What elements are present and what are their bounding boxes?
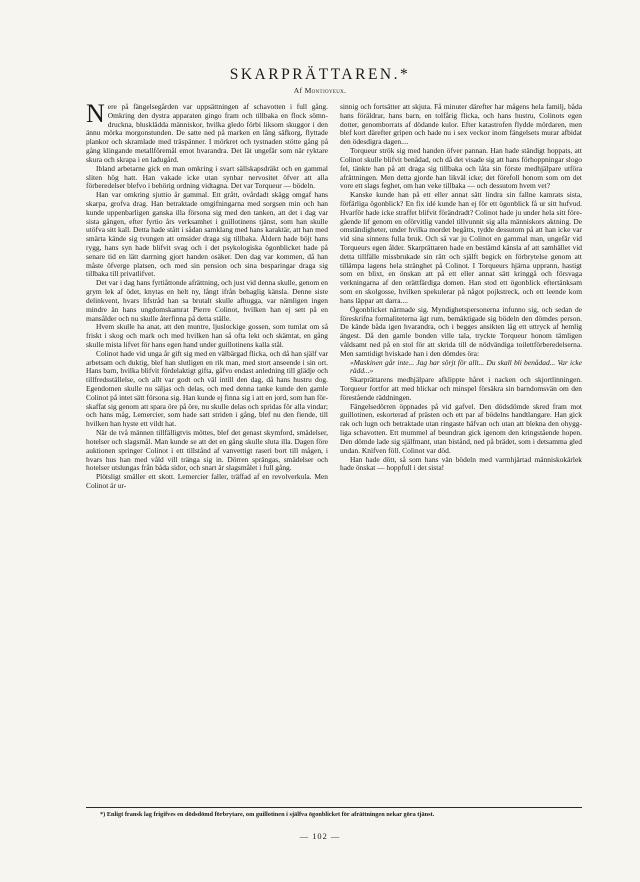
- paragraph-text: Fängelsedörren öppnades på vid gafvel. Den dödsdömde skred fram mot guillotinen, eskorterad af prästen och ett par af bödelns handtlangare. Han gick rak och lugn och betraktade utan ringaste häfvan och utan att blekna den ohyggliga schavotten. Ett mummel af beundran gick igenom den kringstående hopen. Den dömde lade sig själfmant, utan bistånd, ned på brädet, som i detsamma gled undan. Knifven föll. Colinot var död.: [340, 401, 582, 455]
- byline-prefix: Af: [293, 86, 303, 95]
- paragraph: [340, 403, 582, 456]
- paragraph-text: När de två männen tillfälligtvis möttes, blef det genast skymford, smädelser, hotelser och slagsmål. Man kunde se att det en gång skulle sluta illa. Dagen före auktionen springer Colinot i ett tillstånd af vanvettigt raseri bort till mågen, i hvars hus han med våld vill tränga sig in. Dörren sprängas, smädelser och hotelser utslungas från båda sidor, och snart är slagsmålet i full gång.: [86, 428, 328, 473]
- paragraph-text: »Maskinen går inte... Jag har sörjt för allt... Du skall bli benådad... Var icke rädd...»: [350, 357, 582, 376]
- paragraph-text: Hvem skulle ha anat, att den muntre, ljuslockige gossen, som tumlat om så friskt i skog och mark och med hvilken han så ofta lekt och skämtat, en gång skulle mista lifvet för hans egen hand under guillotinens kalla stål.: [86, 322, 328, 349]
- page-number: — 102 —: [299, 832, 341, 841]
- footnote: *) Enligt fransk lag frigifves en dödsdömd förbrytare, om guillotinen i själfva ögonblicket för afrättningen nekar göra tjänst.: [100, 811, 435, 818]
- paragraph: [340, 456, 582, 474]
- paragraph: [340, 147, 582, 191]
- paragraph-text: Ibland arbetarne gick en man omkring i svart sällskapsdräkt och en gammal sliten hög hatt. Han vakade icke utan synbar nervositet öfver att alla förberedelser blefvo i behörig ordning vidtagna. Det var Torqueur — bödeln.: [86, 163, 328, 191]
- paragraph-text: Han hade dött, så som hans vän bödeln med varmhjärtad människokärlek hade önskat — hoppfull i det sista!: [340, 454, 582, 473]
- paragraph: [340, 359, 582, 377]
- paragraph-text: Plötsligt smäller ett skott. Lemercier faller, träffad af en revolverkula. Men Colinot är ur-: [86, 472, 328, 490]
- paragraph-text: sinnig och fortsätter att skjuta. Få minuter därefter har mågens hela familj, båda hans föräldrar, hans barn, en tolfårig flicka, och hans hustru, Colinots egen dotter, genomborrats af dödande kulor. Efter katastrofen flydde mördaren, men blef kort därefter gripen och hade nu i sex veckor inom fängelsets murar afbidat den ödesdigra dagen....: [340, 102, 582, 147]
- paragraph: [86, 323, 328, 349]
- paragraph: [86, 473, 328, 491]
- paragraph-text: Han var omkring sjuttio år gammal. Ett grått, ovårdadt skägg omgaf hans skarpa, grofva drag. Han betraktade omgifningarna med sorgsen min och han kunde uppenbarligen ganska illa försona sig med den tanken, att det i dag var sista gången, efter fyrtio års verksamhet i guillotinens tjänst, som han skulle utöfva sitt kall. Detta hade stått i sådan samklang med hans karaktär, att han med smärta kände sig tvungen att omsider draga sig tillbaka. Åldern hade böjt hans rygg, hans syn hade blifvit svag och i det psykologiska ögonblicket hade på senare tid en lätt darrning gjort handen osäker. Den dag var kommen, då han måste öfverge platsen, och med sin pension och sina besparingar draga sig tillbaka till privatlifvet.: [86, 190, 328, 279]
- article-byline: [0, 86, 640, 95]
- paragraph-text: Det var i dag hans fyrtiåttonde afrättning, och just vid denna skulle, genom en grym lek af ödet, knytas en helt ny, långt ifrån behaglig känsla. Denne siste delinkvent, hvars lifstråd han sa brutalt skulle afhugga, var nämligen ingen mindre än hans ungdomskamrat Pierre Colinot, hvilken han ej sett på en mansålder och nu skulle återfinna på detta ställe.: [86, 278, 328, 323]
- byline-author: Montjoyeux.: [304, 86, 347, 95]
- paragraph: [86, 99, 328, 165]
- paragraph: [340, 191, 582, 306]
- paragraph: [86, 350, 328, 429]
- paragraph-text: Colinot hade vid unga år gift sig med en välbärgad flicka, och då han själf var arbetsam och duktig, blef han slutligen en rik man, med stort anseende i sin ort. Hans barn, hvilka blifvit fördelaktigt gifta, gåfvo endast anledning till glädje och tillfredsställelse, och allt var godt och väl intill den dag, då hans hustru dog. Egendomen skulle nu säljas och delas, och med denna tanke kunde den gamle Colinot på intet sätt försona sig. Han kunde ej finna sig i att en jord, som han förskaffat sig genom att spara öre på öre, nu skulle delas och spridas för alla vindar; och hans måg, Lemercier, som hade satt striden i gång, blef nu den fiende, till hvilken han hyste ett vildt hat.: [86, 348, 328, 429]
- left-text-column: [86, 99, 328, 491]
- drop-cap: N: [86, 99, 105, 128]
- paragraph-text: Torqueur strök sig med handen öfver pannan. Han hade ständigt hoppats, att Colinot skulle blifvit benådad, och då det visade sig att hans förhoppningar slogo fel, tänkte han på att draga sig tillbaka och låta sin förste medhjälpare utföra afrättningen. Men detta gjorde han likväl icke; det förefoll honom som om det vore ett slags feghet, om han veke tillbaka — och dessutom hvem vet?: [340, 146, 582, 191]
- paragraph: [340, 306, 582, 359]
- paragraph: [340, 103, 582, 147]
- paragraph: [86, 191, 328, 279]
- paragraph-text: Kanske kunde han på ett eller annat sätt lindra sin fallne kamrats sista, förfärliga ögonblick? En fix idé kunde han ej för ett ögonblick få ur sitt hufvud. Hvarför hade icke straffet blifvit förändradt? Colinot hade ju under hela sitt föregående lif genom en oförvitlig vandel tillvunnit sig alla människors aktning. De omständigheter, under hvilka mordet begåtts, tydde dessutom på att han icke var vid sina sinnens fulla bruk. Och så var ju Colinot en gammal man, ungefär vid Torqueurs egen ålder. Skarprättaren hade en bestämd känsla af att samhället vid detta tillfälle missbrukade sin rätt och själft begick en förbrytelse genom att tillämpa lagens hela stränghet på Colinot. I Torqueurs hjärna upprann, hastigt som en blixt, en önskan att på ett eller annat sätt kringgå och försvaga verkningarna af den orättfärdiga domen. Han stod ett ögonblick eftertänksam som en skolgosse, hvilken spekulerar på något pojkstreck, och ett leende kom hans läppar att darra....: [340, 190, 582, 305]
- paragraph-text: ere på fängelsegården var uppsättningen af schavotten i full gång. Omkring den dystra apparaten gingo fram och tillbaka en flock sömndruckna, blusklädda människor, hvilka gledo förbi liksom skuggor i den ännu mörka morgonstunden. De satte ned på marken en lång säfkorg, flyttade plankor och skramlade med träspänner. I mörkret och tystnaden stötte gång på gång klingande metallföremål emot hvarandra. Det lät ungefär som när ryktare skura och skrapa i en ladugård.: [86, 102, 328, 164]
- paragraph: [340, 376, 582, 402]
- paragraph-text: Skarprättarens medhjälpare afklippte håret i nacken och skjortlinningen. Torqueur fortfor att med blickar och minspel försäkra sin barndomsvän om den förestående räddningen.: [340, 375, 582, 402]
- right-text-column: [340, 103, 582, 473]
- footnote-divider: [86, 807, 582, 808]
- paragraph-text: Ögonblicket närmade sig. Myndighetspersonerna infunno sig, och sedan de föreskrifna formaliteterna ägt rum, bemäktigade sig bödeln den dömdes person. De kände båda igen hvarandra, och i begges ansikten låg ett uttryck af hemlig ängest. Då den gamle bonden ville tala, tryckte Torqueur honom tämligen våldsamt ned på en stol för att skrida till de nödvändiga toilettförberedelserna. Men samtidigt hviskade han i den dömdes öra:: [340, 304, 582, 358]
- paragraph: [86, 429, 328, 473]
- paragraph: [86, 279, 328, 323]
- paragraph: [86, 165, 328, 191]
- article-title: SKARPRÄTTAREN.*: [229, 66, 411, 83]
